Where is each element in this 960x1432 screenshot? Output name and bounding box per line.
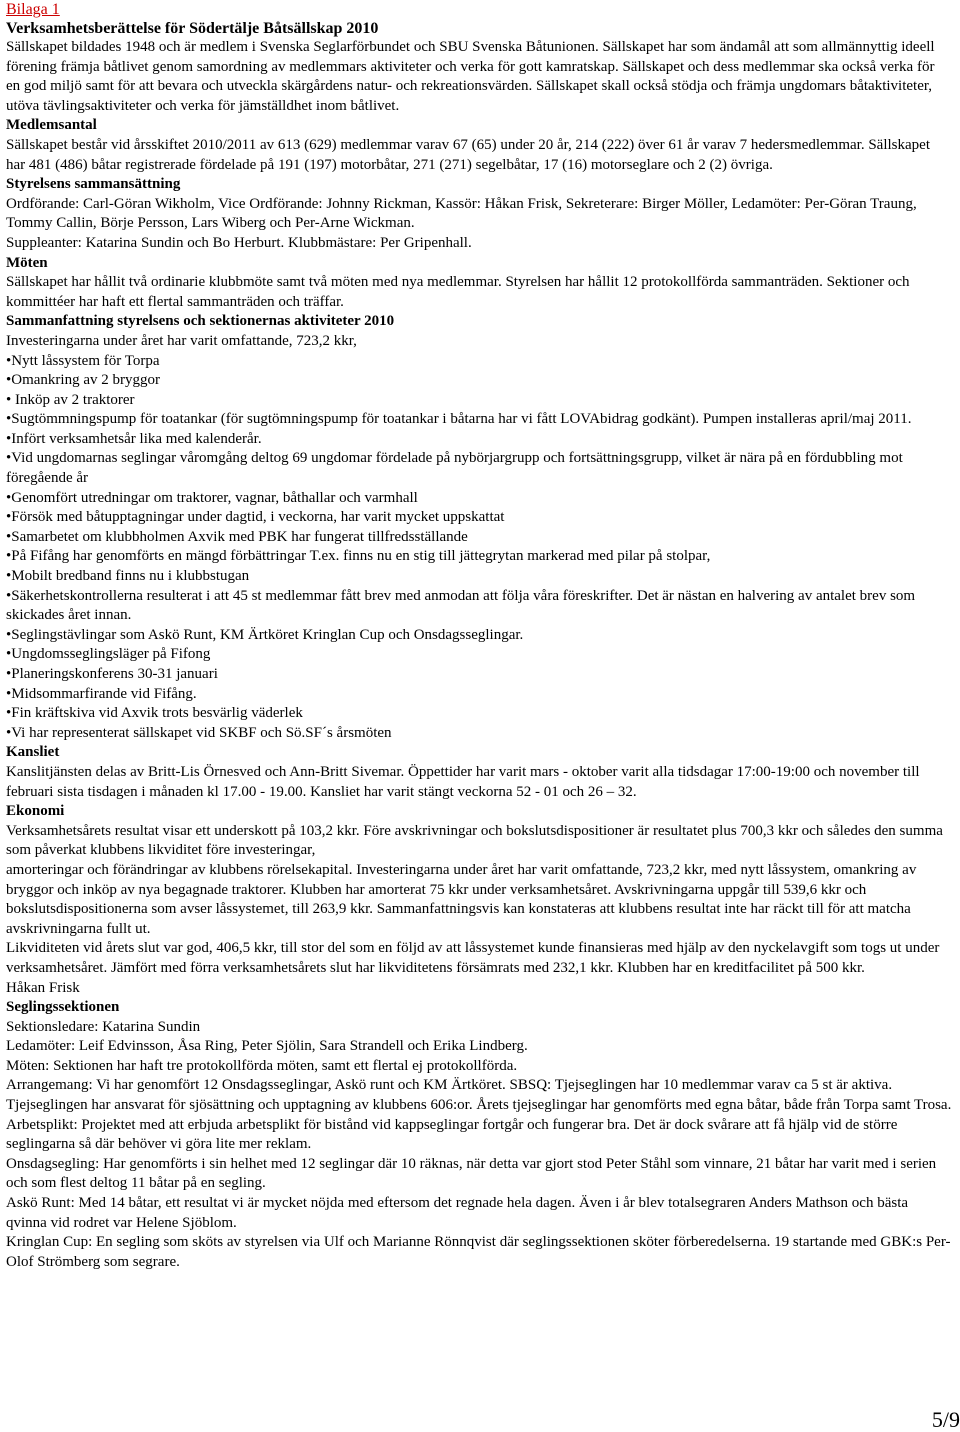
list-item: •Ungdomsseglingsläger på Fifong (6, 646, 211, 663)
page-number: 5/9 (931, 1407, 960, 1432)
suppleanter-paragraph: Suppleanter: Katarina Sundin och Bo Herburt. Klubbmästare: Per Gripenhall. (6, 234, 472, 251)
ekonomi-paragraph-2: amorteringar och förändringar av klubbens rörelsekapital. Investeringarna under året har varit omfattande, 723,2 kkr, med nytt låssystem, omankring av bryggor och inköp av nya begagnade traktorer. Klubben har amorterat 75 kkr under verksamhetsåret. Avskrivningarna uppgår till 539,6 kkr och bokslutsdispositionerna som avser låssystemet, till 263,9 kkr. Sammanfattningsvis kan konstateras att klubbens resultat inte har räckt till för att matcha avskrivningarna fullt ut. (6, 861, 917, 937)
ekonomi-signature: Håkan Frisk (6, 979, 80, 996)
heading-sammanfattning: Sammanfattning styrelsens och sektionernas aktiviteter 2010 (6, 313, 395, 330)
segling-arbetsplikt: Arbetsplikt: Projektet med att erbjuda arbetsplikt för bistånd vid kappseglingar fortgår och fungerar bra. Det är dock svårare att få hjälp vid de större seglingarna så där behöver vi göra lite mer reklam. (6, 1116, 898, 1153)
document-title: Verksamhetsberättelse för Södertälje Båtsällskap 2010 (6, 20, 379, 37)
list-item: •Vi har representerat sällskapet vid SKBF och Sö.SF´s årsmöten (6, 724, 392, 741)
heading-ekonomi: Ekonomi (6, 803, 65, 820)
list-item: •Genomfört utredningar om traktorer, vagnar, båthallar och varmhall (6, 489, 418, 506)
list-item: •Vid ungdomarnas seglingar våromgång deltog 69 ungdomar fördelade på nybörjargrupp och fortsättningsgrupp, vilket är nära på en fördubbling mot föregående år (6, 450, 903, 487)
list-item: • Inköp av 2 traktorer (6, 391, 135, 408)
list-item: •Samarbetet om klubbholmen Axvik med PBK har fungerat tillfredsställande (6, 528, 468, 545)
attachment-link[interactable]: Bilaga 1 (6, 1, 60, 18)
heading-seglingssektionen: Seglingssektionen (6, 999, 120, 1016)
segling-onsdagsegling: Onsdagsegling: Har genomförts i sin helhet med 12 seglingar där 10 räknas, när detta var gjort stod Peter Ståhl som vinnare, 21 båtar har varit med i serien och som flest deltog 11 båtar på en segling. (6, 1155, 937, 1192)
list-item: •Omankring av 2 bryggor (6, 372, 160, 389)
segling-sektionsledare: Sektionsledare: Katarina Sundin (6, 1018, 201, 1035)
list-item: •På Fifång har genomförts en mängd förbättringar T.ex. finns nu en stig till jättegrytan markerad med pilar på stolpar, (6, 548, 711, 565)
intro-paragraph: Sällskapet bildades 1948 och är medlem i Svenska Seglarförbundet och SBU Svenska Båtunionen. Sällskapet har som ändamål att som allmännyttig ideell förening främja båtlivet genom samordning av medlemmars aktiviteter och verka för gott kamratskap. Sällskapet och dess medlemmar ska också verka för en god miljö samt för att bevara och utveckla skärgårdens natur- och rekreationsvärden. Sällskapet skall också stödja och främja ungdomars båtaktiviteter, utöva tävlingsaktiviteter och verka för jämställdhet inom båtlivet. (6, 39, 935, 114)
heading-styrelse: Styrelsens sammansättning (6, 176, 181, 193)
list-item: •Fin kräftskiva vid Axvik trots besvärlig väderlek (6, 705, 303, 722)
kansliet-paragraph: Kanslitjänsten delas av Britt-Lis Örnesved och Ann-Britt Sivemar. Öppettider har varit mars - oktober varit alla tidsdagar 17:00-19:00 och november till februari sista tisdagen i månaden kl 17.00 - 19.00. Kansliet har varit stängt veckorna 52 - 01 och 26 – 32. (6, 763, 920, 800)
medlemsantal-paragraph: Sällskapet består vid årsskiftet 2010/2011 av 613 (629) medlemmar varav 67 (65) under 20 år, 214 (222) över 61 år varav 7 hedersmedlemmar. Sällskapet har 481 (486) båtar registrerade fördelade på 191 (197) motorbåtar, 271 (271) segelbåtar, 17 (16) motorseglare och 2 (2) övriga. (6, 136, 930, 173)
investeringar-intro: Investeringarna under året har varit omfattande, 723,2 kkr, (6, 332, 357, 349)
segling-asko-runt: Askö Runt: Med 14 båtar, ett resultat vi är mycket nöjda med eftersom det regnade hela dagen. Även i år blev totalsegraren Anders Mathson och bästa qvinna vid rodret var Helene Sjöblom. (6, 1195, 909, 1231)
segling-ledamoter: Ledamöter: Leif Edvinsson, Åsa Ring, Peter Sjölin, Sara Strandell och Erika Lindberg. (6, 1038, 528, 1055)
list-item: •Nytt låssystem för Torpa (6, 352, 160, 369)
activity-list (6, 352, 952, 744)
list-item: •Sugtömmningspump för toatankar (för sugtömningspump för toatankar i båtarna har vi fått LOVAbidrag godkänt). Pumpen installeras april/maj 2011. (6, 411, 912, 428)
list-item: •Försök med båtupptagningar under dagtid, i veckorna, har varit mycket uppskattat (6, 509, 505, 526)
segling-arrangemang: Arrangemang: Vi har genomfört 12 Onsdagsseglingar, Askö runt och KM Ärtköret. SBSQ: Tjejseglingen har 10 medlemmar varav ca 5 st är aktiva. Tjejseglingen har ansvarat för sjösättning och upptagning av klubbens 606:or. Årets tjejseglingar har genomförts med egna båtar, både från Torpa samt Trosa. (6, 1077, 952, 1114)
ekonomi-paragraph-1: Verksamhetsårets resultat visar ett underskott på 103,2 kkr. Före avskrivningar och bokslutsdispositioner är resultatet plus 700,3 kkr och således den summa som påverkat klubbens likviditet före investeringar, (6, 822, 943, 859)
moten-paragraph: Sällskapet har hållit två ordinarie klubbmöte samt två möten med nya medlemmar. Styrelsen har hållit 12 protokollförda sammanträden. Sektioner och kommittéer har haft ett flertal sammanträden och träffar. (6, 274, 910, 310)
ekonomi-paragraph-3: Likviditeten vid årets slut var god, 406,5 kkr, till stor del som en följd av att låssystemet kunde finansieras med hjälp av den nyckelavgift som togs ut under verksamhetsåret. Jämfört med förra verksamhetsårets slut har likviditetens försämrats med 232,1 kkr. Klubben har en kreditfacilitet på 500 kkr. (6, 940, 940, 976)
list-item: •Säkerhetskontrollerna resulterat i att 45 st medlemmar fått brev med anmodan att följa våra föreskrifter. Det är nästan en halvering av antalet brev som skickades året innan. (6, 587, 916, 624)
heading-kansliet: Kansliet (6, 744, 60, 761)
list-item: •Mobilt bredband finns nu i klubbstugan (6, 568, 250, 585)
heading-moten: Möten (6, 254, 48, 271)
list-item: •Midsommarfirande vid Fifång. (6, 685, 197, 702)
segling-kringlan-cup: Kringlan Cup: En segling som sköts av styrelsen via Ulf och Marianne Rönnqvist där seglingssektionen sköter förberedelserna. 19 startande med GBK:s Per-Olof Strömberg som segrare. (6, 1234, 951, 1270)
segling-moten: Möten: Sektionen har haft tre protokollförda möten, samt ett flertal ej protokollförda. (6, 1057, 518, 1074)
list-item: •Planeringskonferens 30-31 januari (6, 666, 218, 682)
styrelse-paragraph: Ordförande: Carl-Göran Wikholm, Vice Ordförande: Johnny Rickman, Kassör: Håkan Frisk, Sekreterare: Birger Möller, Ledamöter: Per-Göran Traung, Tommy Callin, Börje Persson, Lars Wiberg och Per-Arne Wickman. (6, 195, 917, 232)
document-page (6, 0, 952, 1272)
list-item: •Seglingstävlingar som Askö Runt, KM Ärtköret Kringlan Cup och Onsdagsseglingar. (6, 626, 524, 643)
list-item: •Infört verksamhetsår lika med kalenderår. (6, 430, 262, 447)
heading-medlemsantal: Medlemsantal (6, 117, 97, 134)
